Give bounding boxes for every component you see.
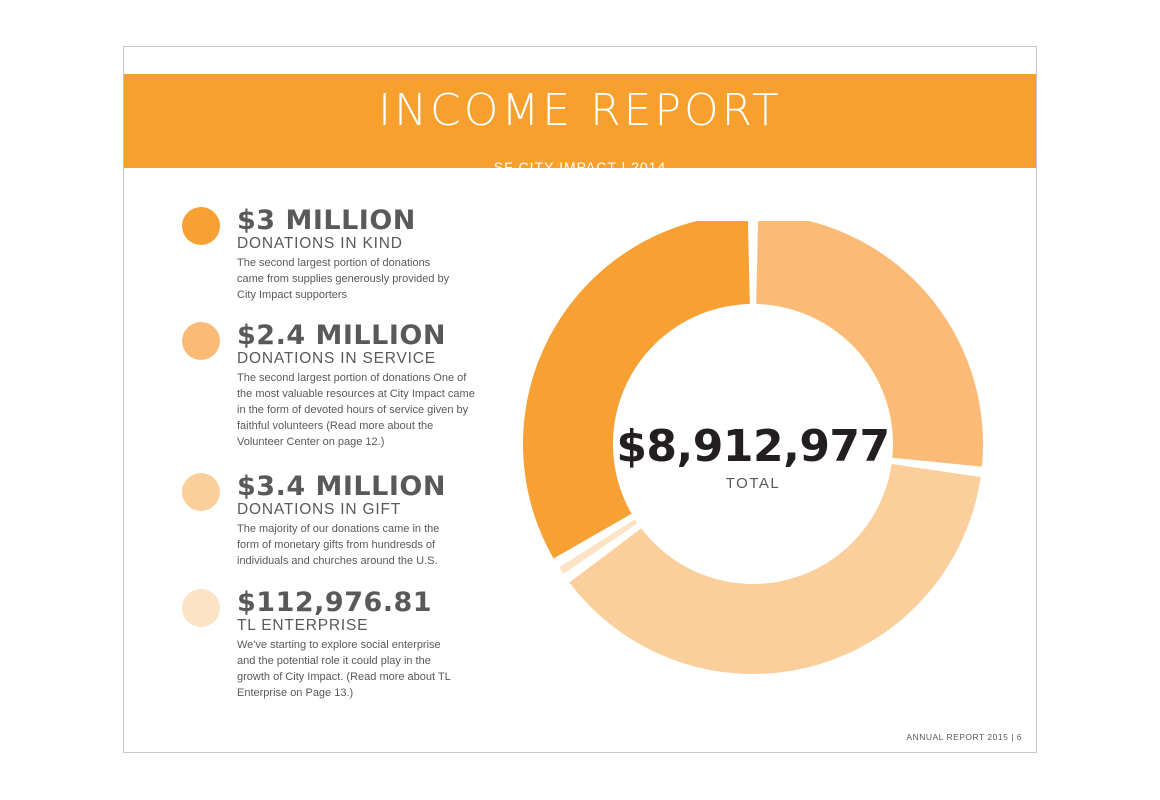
legend-text xyxy=(237,322,497,450)
legend-amount: $3 MILLION xyxy=(237,205,416,236)
page-footer: ANNUAL REPORT 2015 | 6 xyxy=(906,732,1022,742)
legend-dot xyxy=(182,473,220,511)
legend-dot xyxy=(182,322,220,360)
legend-text xyxy=(237,589,497,701)
page-title: INCOME REPORT xyxy=(378,85,782,136)
legend-description: The majority of our donations came in the form of monetary gifts from hundresds of individuals and churches around the U.S. xyxy=(237,523,440,567)
report-page xyxy=(123,46,1037,753)
donut-slice-donations-in-kind xyxy=(523,221,750,559)
legend-amount: $112,976.81 xyxy=(237,587,433,618)
legend-dot xyxy=(182,589,220,627)
legend-amount: $3.4 MILLION xyxy=(237,471,446,502)
total-amount: $8,912,977 xyxy=(616,421,890,472)
page-subtitle: SF CITY IMPACT | 2014 xyxy=(493,159,667,175)
legend-text xyxy=(237,207,497,303)
legend-description: We've starting to explore social enterprise and the potential role it could play in the growth of City Impact. (Read more about TL Enterprise on Page 13.) xyxy=(237,639,451,699)
title-banner xyxy=(124,74,1036,175)
legend-label: TL ENTERPRISE xyxy=(237,617,369,634)
legend-label: DONATIONS IN GIFT xyxy=(237,501,402,518)
legend-text xyxy=(237,473,497,569)
legend-dot xyxy=(182,207,220,245)
legend-amount: $2.4 MILLION xyxy=(237,320,446,351)
legend-description: The second largest portion of donations came from supplies generously provided by City Impact supporters xyxy=(237,257,450,301)
legend-description: The second largest portion of donations One of the most valuable resources at City Impact came in the form of devoted hours of service given by faithful volunteers (Read more about the Volunteer Center on page 12.) xyxy=(237,372,475,448)
legend-label: DONATIONS IN KIND xyxy=(237,235,403,252)
legend-label: DONATIONS IN SERVICE xyxy=(237,350,436,367)
donut-slice-donations-in-gift xyxy=(569,464,980,674)
total-label: TOTAL xyxy=(725,475,781,492)
